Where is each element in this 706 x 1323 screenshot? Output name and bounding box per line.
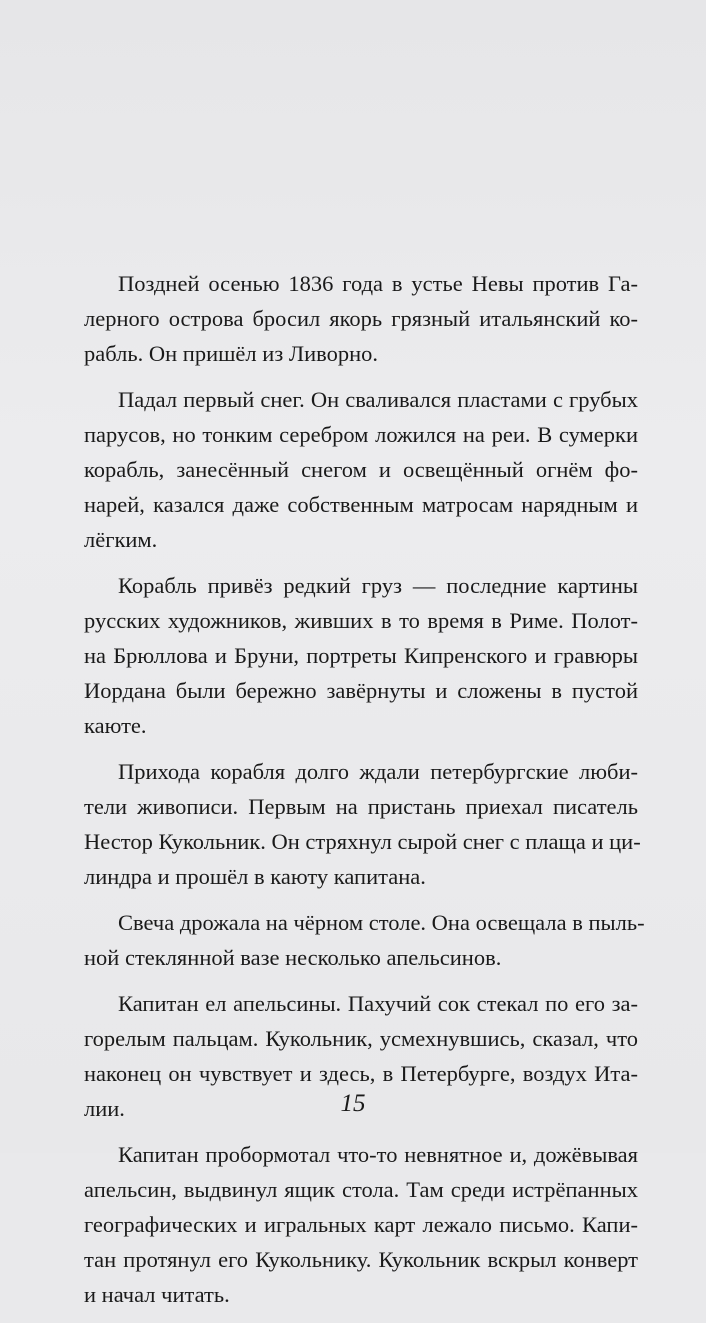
text-line: линдра и прошёл в каюту капитана. bbox=[84, 864, 426, 889]
page-number: 15 bbox=[340, 1090, 366, 1117]
text-line: Поздней осенью 1836 года в устье Невы против Га- bbox=[118, 271, 638, 296]
text-line: наконец он чувствует и здесь, в Петербурге, воздух Ита- bbox=[84, 1061, 638, 1086]
paragraph bbox=[84, 754, 641, 894]
text-line: Иордана были бережно завёрнуты и сложены в пустой bbox=[84, 678, 638, 703]
text-line: Падал первый снег. Он сваливался пластами с грубых bbox=[118, 387, 638, 412]
text-line: русских художников, живших в то время в Риме. Полот- bbox=[84, 608, 638, 633]
body-text bbox=[84, 266, 645, 1323]
text-line: на Брюллова и Бруни, портреты Кипренского и гравюры bbox=[84, 643, 638, 668]
text-line: лёгким. bbox=[84, 527, 158, 552]
paragraph bbox=[84, 1137, 638, 1312]
text-line: и начал читать. bbox=[84, 1282, 230, 1307]
paragraph bbox=[84, 905, 645, 975]
text-line: Прихода корабля долго ждали петербургские люби- bbox=[118, 759, 638, 784]
paragraph bbox=[84, 266, 638, 371]
text-line: апельсин, выдвинул ящик стола. Там среди истрёпанных bbox=[84, 1177, 638, 1202]
paragraph bbox=[84, 568, 638, 743]
text-line: лии. bbox=[84, 1096, 125, 1121]
text-line: тели живописи. Первым на пристань приехал писатель bbox=[84, 794, 638, 819]
text-line: Свеча дрожала на чёрном столе. Она освещала в пыль- bbox=[118, 910, 645, 935]
text-line: Корабль привёз редкий груз — последние картины bbox=[118, 573, 638, 598]
text-line: Капитан пробормотал что-то невнятное и, дожёвывая bbox=[118, 1142, 638, 1167]
text-line: нарей, казался даже собственным матросам нарядным и bbox=[84, 492, 638, 517]
text-line: рабль. Он пришёл из Ливорно. bbox=[84, 341, 379, 366]
text-line: Капитан ел апельсины. Пахучий сок стекал по его за- bbox=[118, 991, 638, 1016]
text-line: парусов, но тонким серебром ложился на реи. В сумерки bbox=[84, 422, 638, 447]
text-line: каюте. bbox=[84, 713, 147, 738]
text-line: тан протянул его Кукольнику. Кукольник вскрыл конверт bbox=[84, 1247, 638, 1272]
text-line: ной стеклянной вазе несколько апельсинов. bbox=[84, 945, 502, 970]
text-line: горелым пальцам. Кукольник, усмехнувшись, сказал, что bbox=[84, 1026, 638, 1051]
paragraph bbox=[84, 382, 638, 557]
text-line: лерного острова бросил якорь грязный итальянский ко- bbox=[84, 306, 638, 331]
text-line: корабль, занесённый снегом и освещённый огнём фо- bbox=[84, 457, 638, 482]
text-line: Нестор Кукольник. Он стряхнул сырой снег с плаща и ци- bbox=[84, 829, 641, 854]
text-line: географических и игральных карт лежало письмо. Капи- bbox=[84, 1212, 638, 1237]
